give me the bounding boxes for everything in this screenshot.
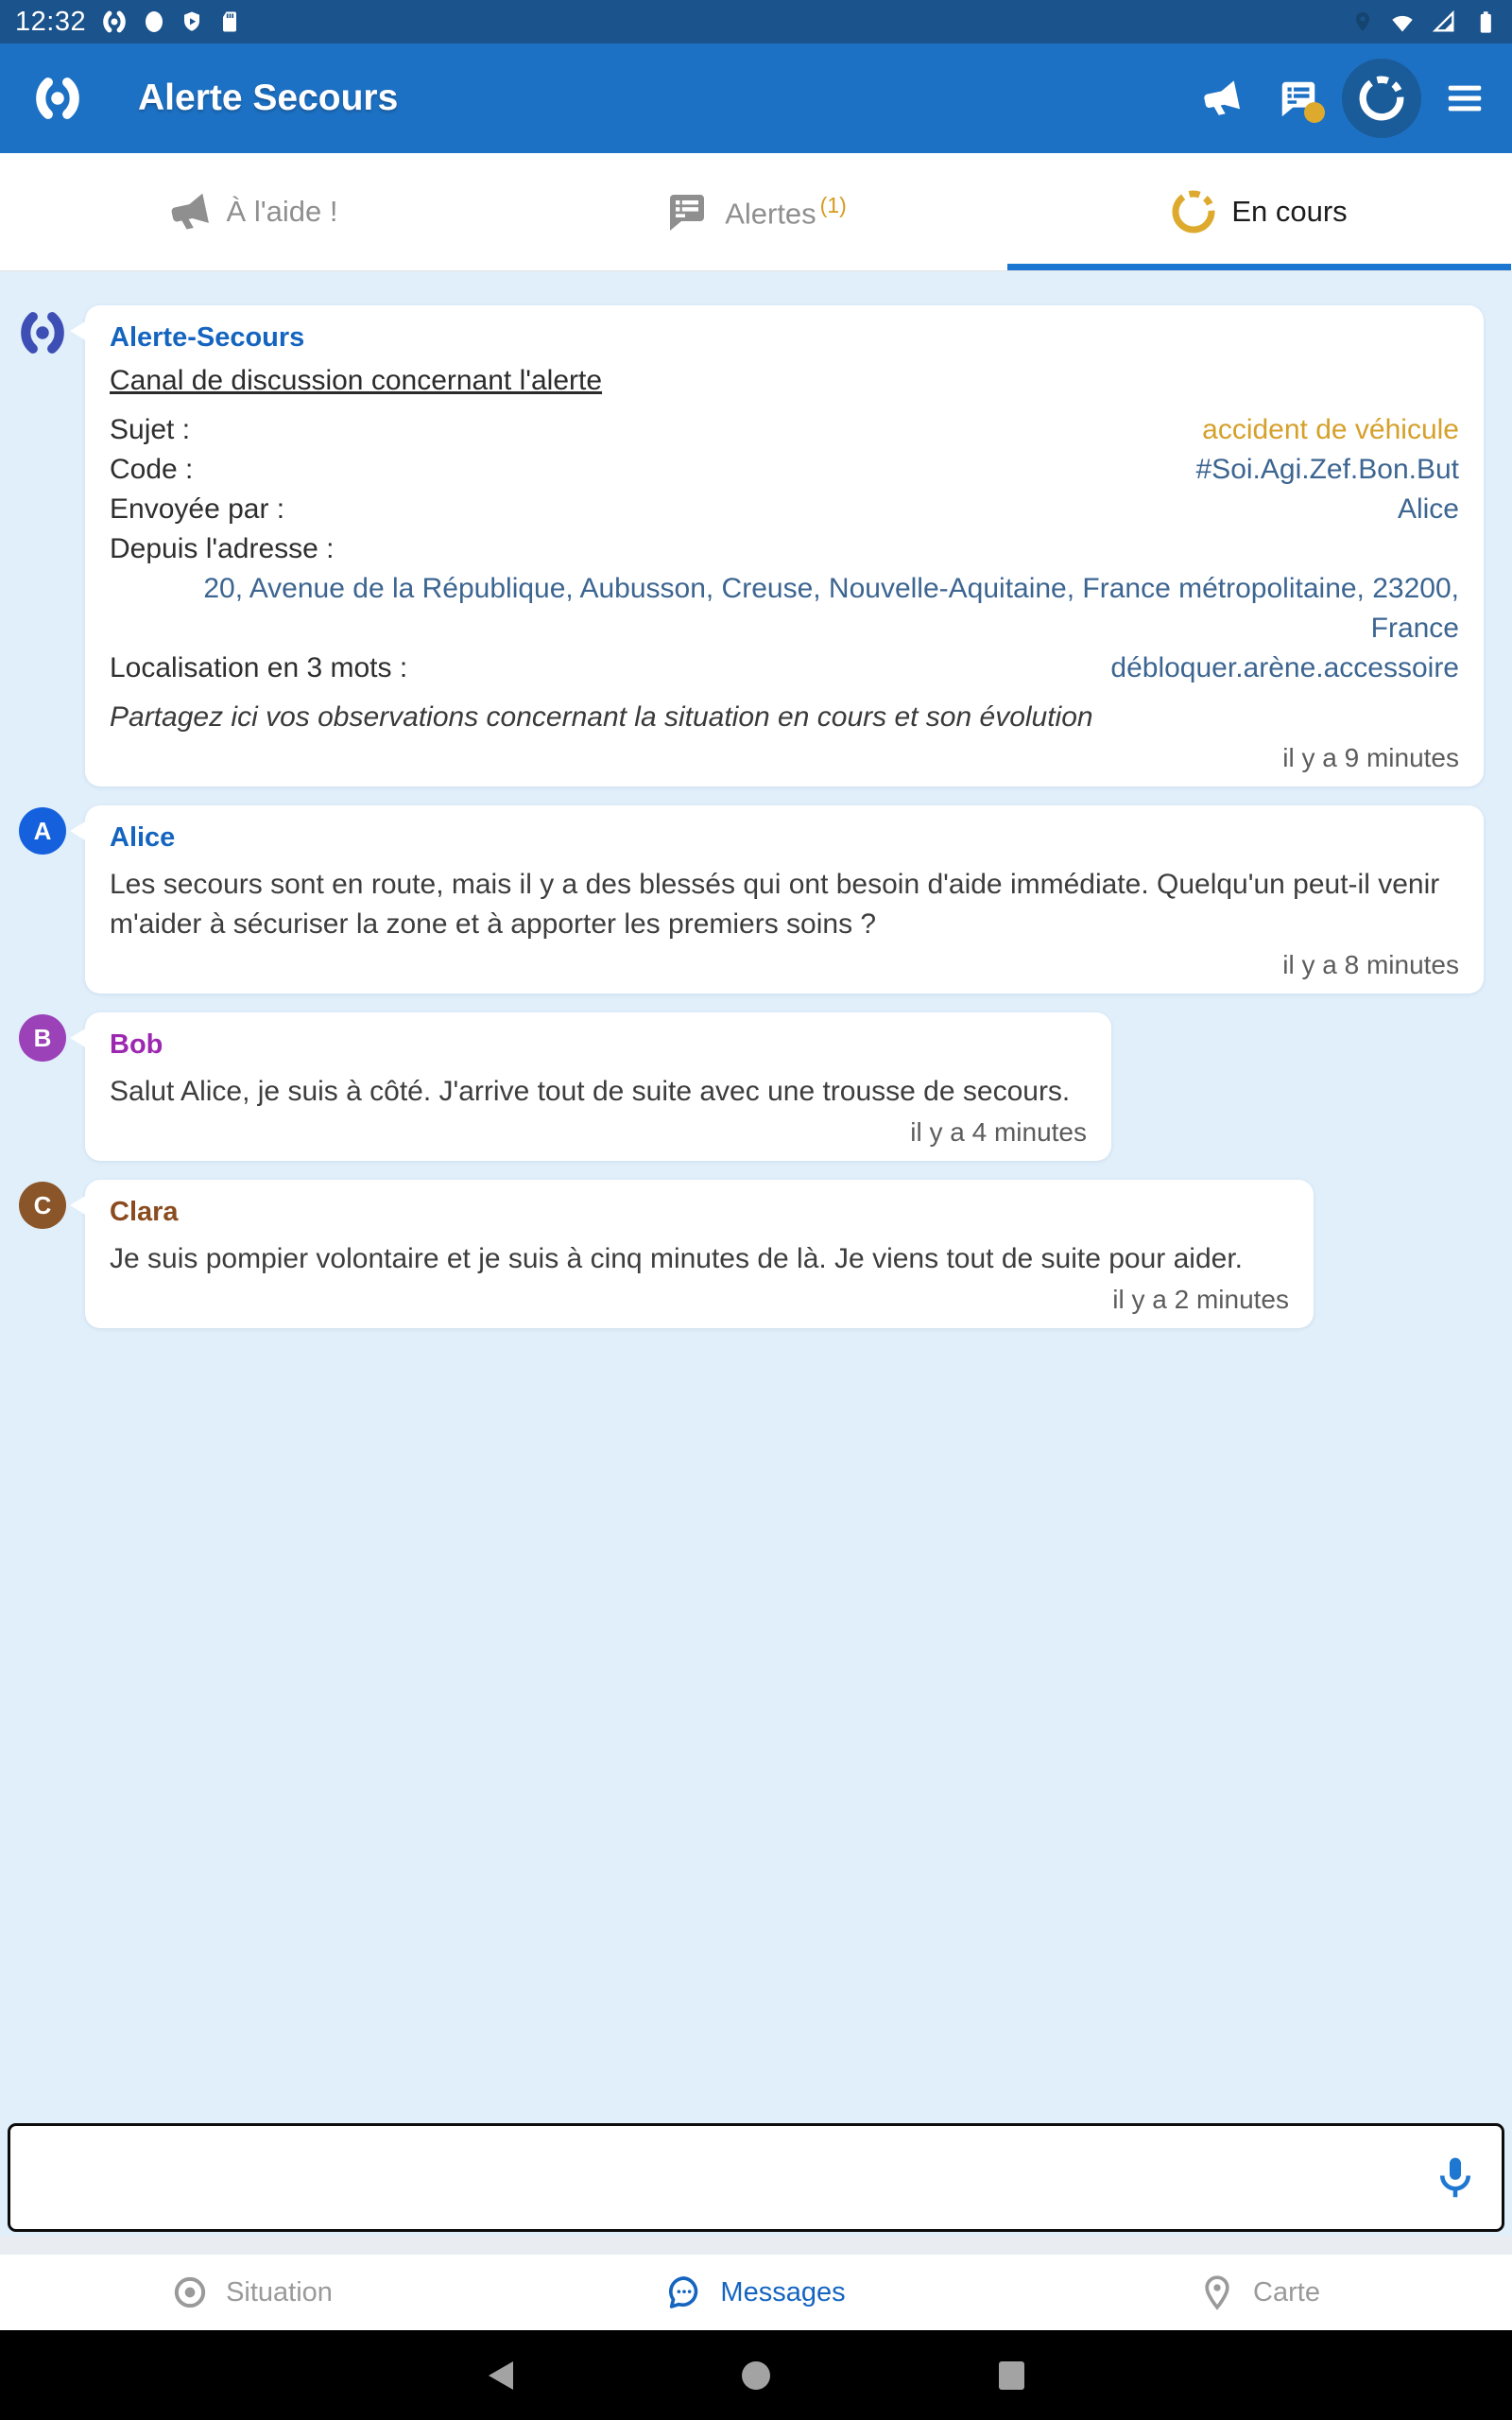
field-address-label: Depuis l'adresse :	[110, 533, 335, 564]
back-triangle-icon	[489, 2361, 513, 2390]
message-row-bob	[0, 1012, 1484, 1161]
alert-secours-logo-icon	[32, 73, 83, 124]
address-value: 20, Avenue de la République, Aubusson, Creuse, Nouvelle-Aquitaine, France métropolitaine, 23200, France	[203, 573, 1459, 644]
sender-name: Clara	[110, 1197, 179, 1227]
tab-label: Alertes $^{(1)}$	[725, 192, 847, 231]
alert-secours-avatar-icon	[17, 307, 68, 358]
message-row-clara	[0, 1180, 1484, 1328]
message-timestamp: il y a 4 minutes	[910, 1117, 1087, 1147]
megaphone-icon	[166, 189, 212, 234]
message-text: Salut Alice, je suis à côté. J'arrive tout de suite avec une trousse de secours.	[110, 1076, 1071, 1107]
sender-name: Alice	[110, 822, 176, 853]
bottom-navigation	[0, 2255, 1512, 2330]
message-bubble	[85, 805, 1484, 994]
message-timestamp: il y a 2 minutes	[1112, 1285, 1289, 1314]
status-bar-right	[1351, 9, 1499, 35]
nav-item-messages[interactable]	[504, 2273, 1007, 2311]
home-circle-icon	[742, 2361, 770, 2390]
voice-input-button[interactable]	[1429, 2147, 1482, 2207]
tab-a-laide[interactable]	[0, 153, 504, 270]
microphone-icon	[1432, 2151, 1479, 2204]
nav-label: Carte	[1253, 2276, 1320, 2308]
alert-count-badge: (1)	[819, 192, 847, 217]
android-recents-button[interactable]	[988, 2353, 1034, 2398]
nav-label: Situation	[226, 2276, 333, 2308]
nav-item-carte[interactable]	[1007, 2273, 1511, 2311]
field-three-words: Localisation en 3 mots : débloquer.arène.accessoire	[110, 652, 1459, 683]
composer	[0, 2118, 1512, 2236]
message-timestamp: il y a 9 minutes	[1282, 743, 1459, 772]
tab-label: À l'aide !	[226, 195, 338, 228]
alerts-messages-button[interactable]	[1264, 59, 1332, 138]
battery-icon	[1472, 9, 1499, 35]
app-bar	[0, 43, 1512, 153]
android-navigation-bar	[0, 2330, 1512, 2420]
tab-label: En cours	[1231, 195, 1348, 228]
menu-button[interactable]	[1431, 59, 1499, 138]
unread-badge-dot	[1304, 102, 1325, 123]
nav-item-situation[interactable]	[0, 2273, 504, 2311]
play-protect-shield-icon	[180, 10, 203, 33]
message-timestamp: il y a 8 minutes	[1282, 950, 1459, 979]
tab-bar	[0, 153, 1512, 271]
avatar: B	[19, 1014, 66, 1062]
cellular-signal-icon	[1431, 9, 1457, 35]
message-text: Je suis pompier volontaire et je suis à cinq minutes de là. Je viens tout de suite pour aider.	[110, 1243, 1243, 1274]
message-bubble	[85, 1180, 1314, 1328]
ongoing-alert-button[interactable]	[1342, 59, 1421, 138]
sd-card-icon	[218, 10, 241, 33]
recents-square-icon	[999, 2361, 1024, 2390]
spinner-ring-icon	[1171, 189, 1216, 234]
android-home-button[interactable]	[733, 2353, 779, 2398]
field-code: Code : #Soi.Agi.Zef.Bon.But	[110, 454, 1459, 485]
observations-note: Partagez ici vos observations concernant la situation en cours et son évolution	[110, 701, 1093, 733]
message-bubble	[85, 1012, 1111, 1161]
status-bar-left	[15, 7, 241, 38]
status-time: 12:32	[15, 6, 87, 37]
status-bar	[0, 0, 1512, 43]
hamburger-menu-icon	[1443, 77, 1486, 120]
wifi-icon	[1389, 9, 1416, 35]
message-row-alice	[0, 805, 1484, 994]
nav-label: Messages	[720, 2276, 846, 2308]
message-list-icon	[664, 189, 710, 234]
location-pin-status-icon	[1351, 10, 1374, 33]
message-list[interactable]	[0, 271, 1512, 2118]
chat-bubble-icon	[665, 2273, 703, 2311]
megaphone-icon	[1199, 77, 1243, 120]
separator-strip	[0, 2236, 1512, 2255]
spinner-ring-icon	[1358, 75, 1405, 122]
app-bar-actions	[1187, 59, 1499, 138]
avatar: A	[19, 807, 66, 855]
message-input[interactable]	[8, 2123, 1504, 2232]
field-sent-by: Envoyée par : Alice	[110, 493, 1459, 525]
alert-secours-notification-icon	[101, 9, 128, 35]
sender-name: Alerte-Secours	[110, 322, 305, 353]
alert-channel-title: Canal de discussion concernant l'alerte	[110, 365, 603, 396]
avatar: C	[19, 1182, 66, 1229]
map-pin-icon	[1198, 2273, 1236, 2311]
megaphone-button[interactable]	[1187, 59, 1255, 138]
field-subject: Sujet : accident de véhicule	[110, 414, 1459, 445]
tab-alertes[interactable]	[504, 153, 1007, 270]
android-back-button[interactable]	[478, 2353, 524, 2398]
circle-notification-icon	[143, 10, 165, 33]
sender-name: Bob	[110, 1029, 163, 1060]
tab-en-cours[interactable]	[1007, 153, 1511, 270]
app-title: Alerte Secours	[138, 78, 399, 118]
message-text: Les secours sont en route, mais il y a des blessés qui ont besoin d'aide immédiate. Quelqu'un peut-il venir m'aider à sécuriser la zone et à apporter les premiers soins ?	[110, 869, 1440, 940]
system-message-row	[0, 305, 1484, 786]
circle-dot-icon	[171, 2273, 209, 2311]
system-message-bubble	[85, 305, 1484, 786]
